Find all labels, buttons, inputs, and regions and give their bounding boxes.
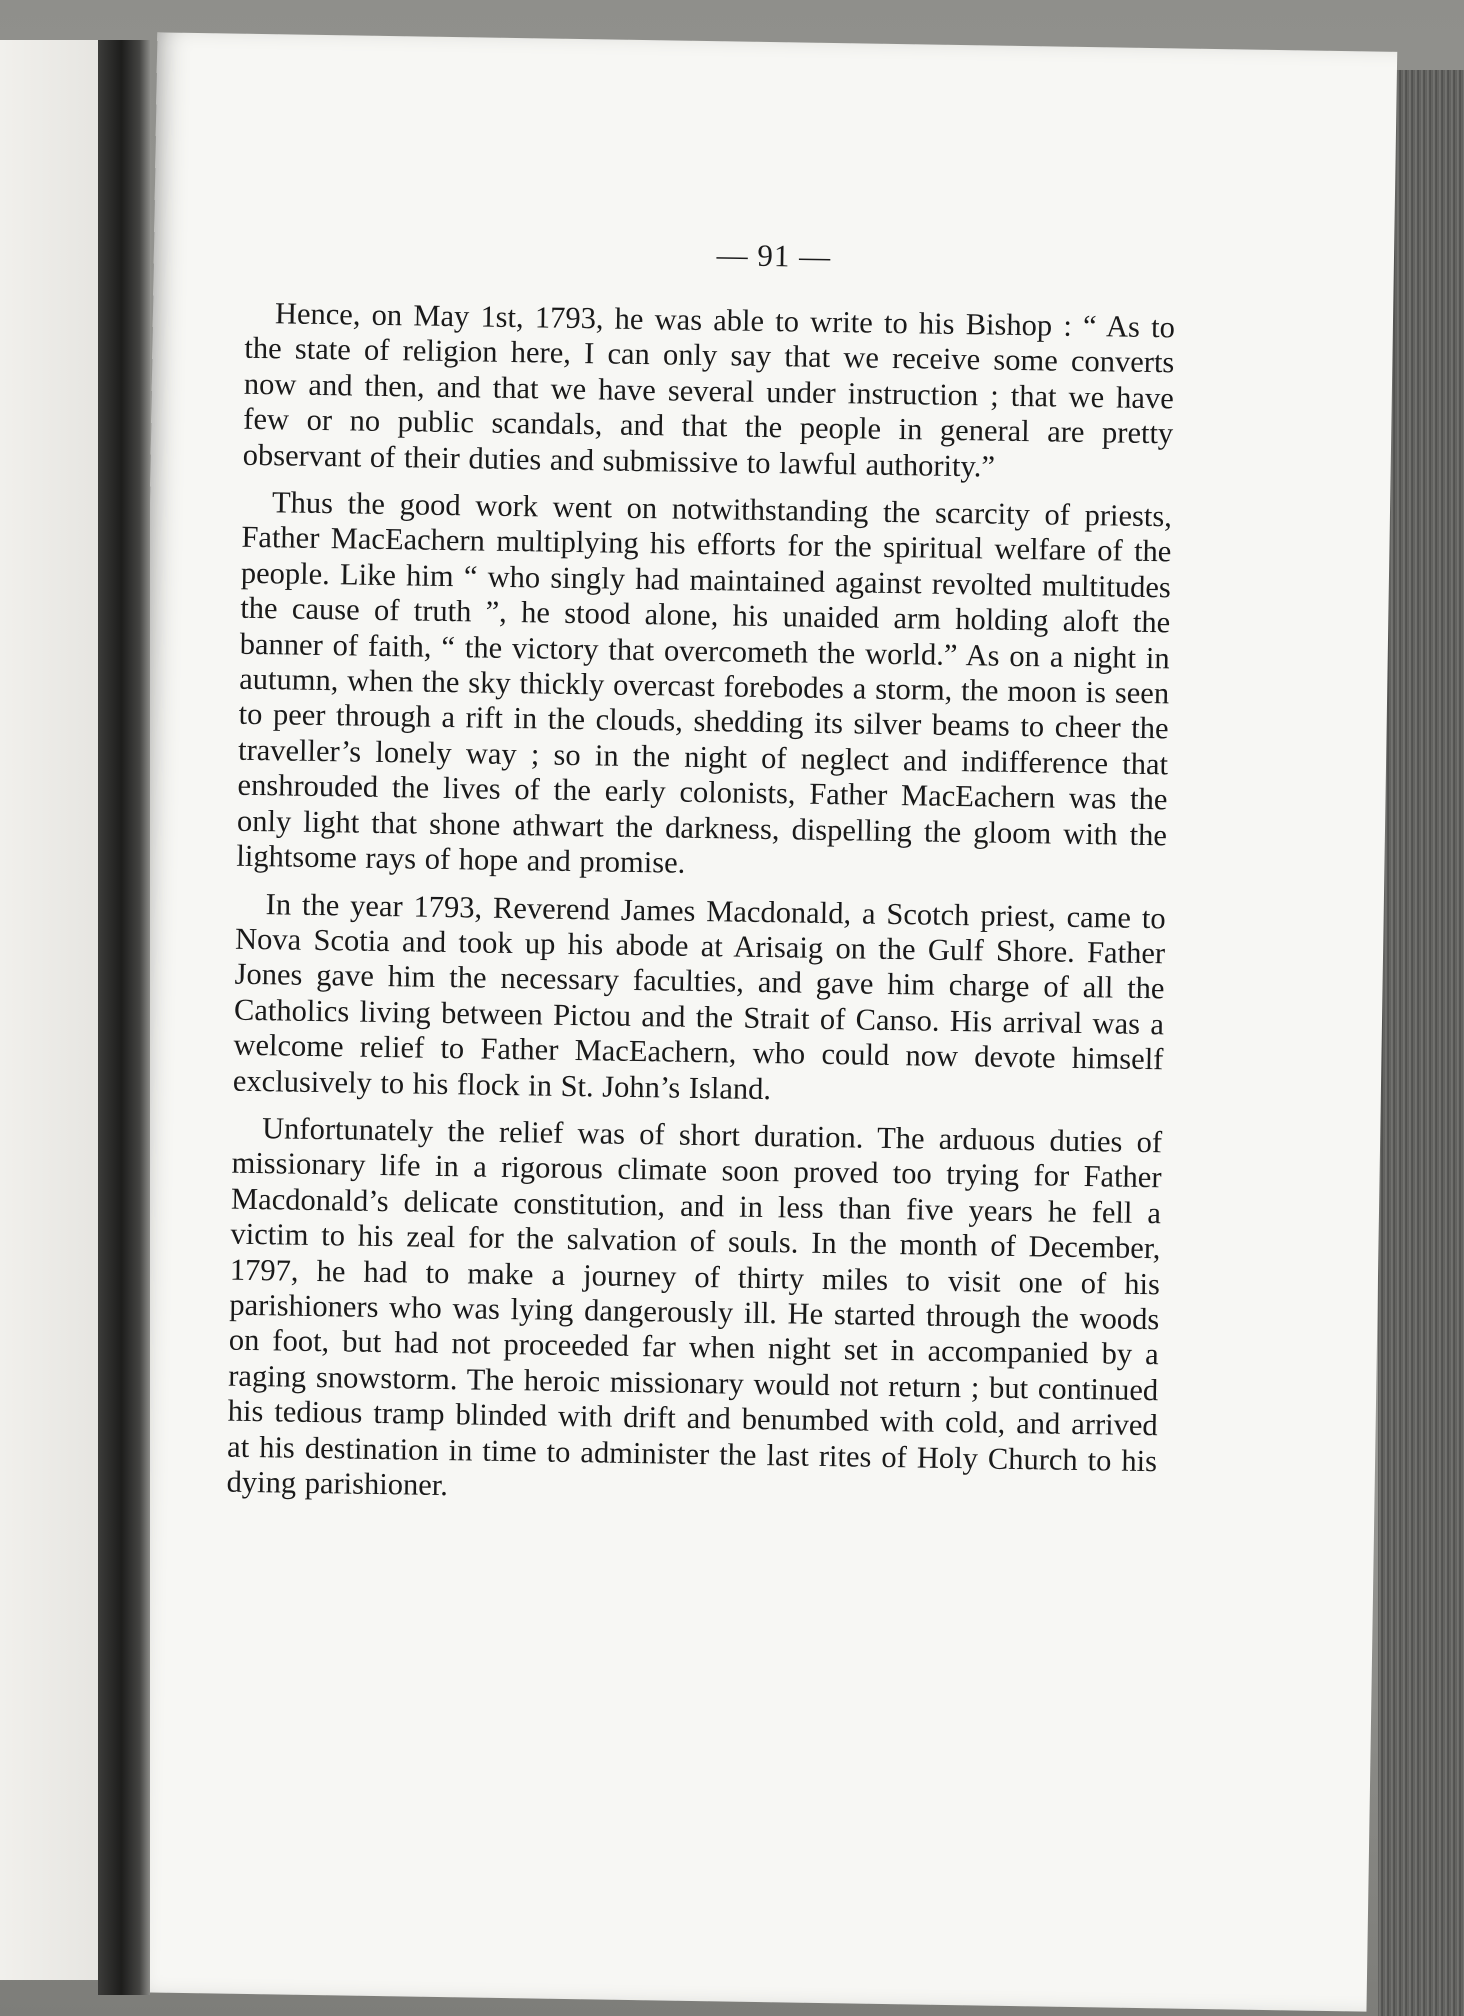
body-text — [226, 296, 1175, 1527]
page-number: — 91 — — [716, 237, 832, 274]
paragraph-bishop-letter: Hence, on May 1st, 1793, he was able to write to his Bishop : “ As to the state of religion here, I can only say that we receive some converts now and then, and that we have several under instruction ; that we have few or no public scandals, and that the people in general are pretty observant of their duties and submissive to lawful authority.” — [242, 296, 1176, 484]
paragraph-short-duration: Unfortunately the relief was of short duration. The arduous duties of missionary life in a rigorous climate soon proved too trying for Father Macdonald’s delicate constitution, and in less than five years he fell a victim to his zeal for the salvation of souls. In the month of December, 1797, he had to make a journey of thirty miles to visit one of his parishioners who was lying dangerously ill. He started through the woods on foot, but had not proceeded far when night set in accompanied by a raging snowstorm. The heroic missionary would not return ; but continued his tedious tramp blinded with drift and benumbed with cold, and arrived at his destination in time to administer the last rites of Holy Church to his dying parishioner. — [226, 1111, 1163, 1503]
book-gutter — [98, 40, 150, 1995]
book-page — [127, 32, 1398, 2011]
paragraph-good-work: Thus the good work went on notwithstanding the scarcity of priests, Father MacEachern multiplying his efforts for the spiritual welfare of the people. Like him “ who singly had maintained against revolted multitudes the cause of truth ”, he stood alone, his unaided arm holding aloft the banner of faith, “ the victory that overcometh the world.” As on a night in autumn, when the sky thickly overcast forebodes a storm, the moon is seen to peer through a rift in the clouds, shedding its silver beams to cheer the traveller’s lonely way ; so in the night of neglect and indifference that enshrouded the lives of the early colonists, Father MacEachern was the only light that shone athwart the darkness, dispelling the gloom with the lightsome rays of hope and promise. — [236, 485, 1173, 880]
paragraph-james-macdonald: In the year 1793, Reverend James Macdonald, a Scotch priest, came to Nova Scotia and took up his abode at Arisaig on the Gulf Shore. Father Jones gave him the necessary faculties, and gave him charge of all the Catholics living between Pictou and the Strait of Canso. His arrival was a welcome relief to Father MacEachern, who could now devote himself exclusively to his flock in St. John’s Island. — [232, 886, 1166, 1106]
